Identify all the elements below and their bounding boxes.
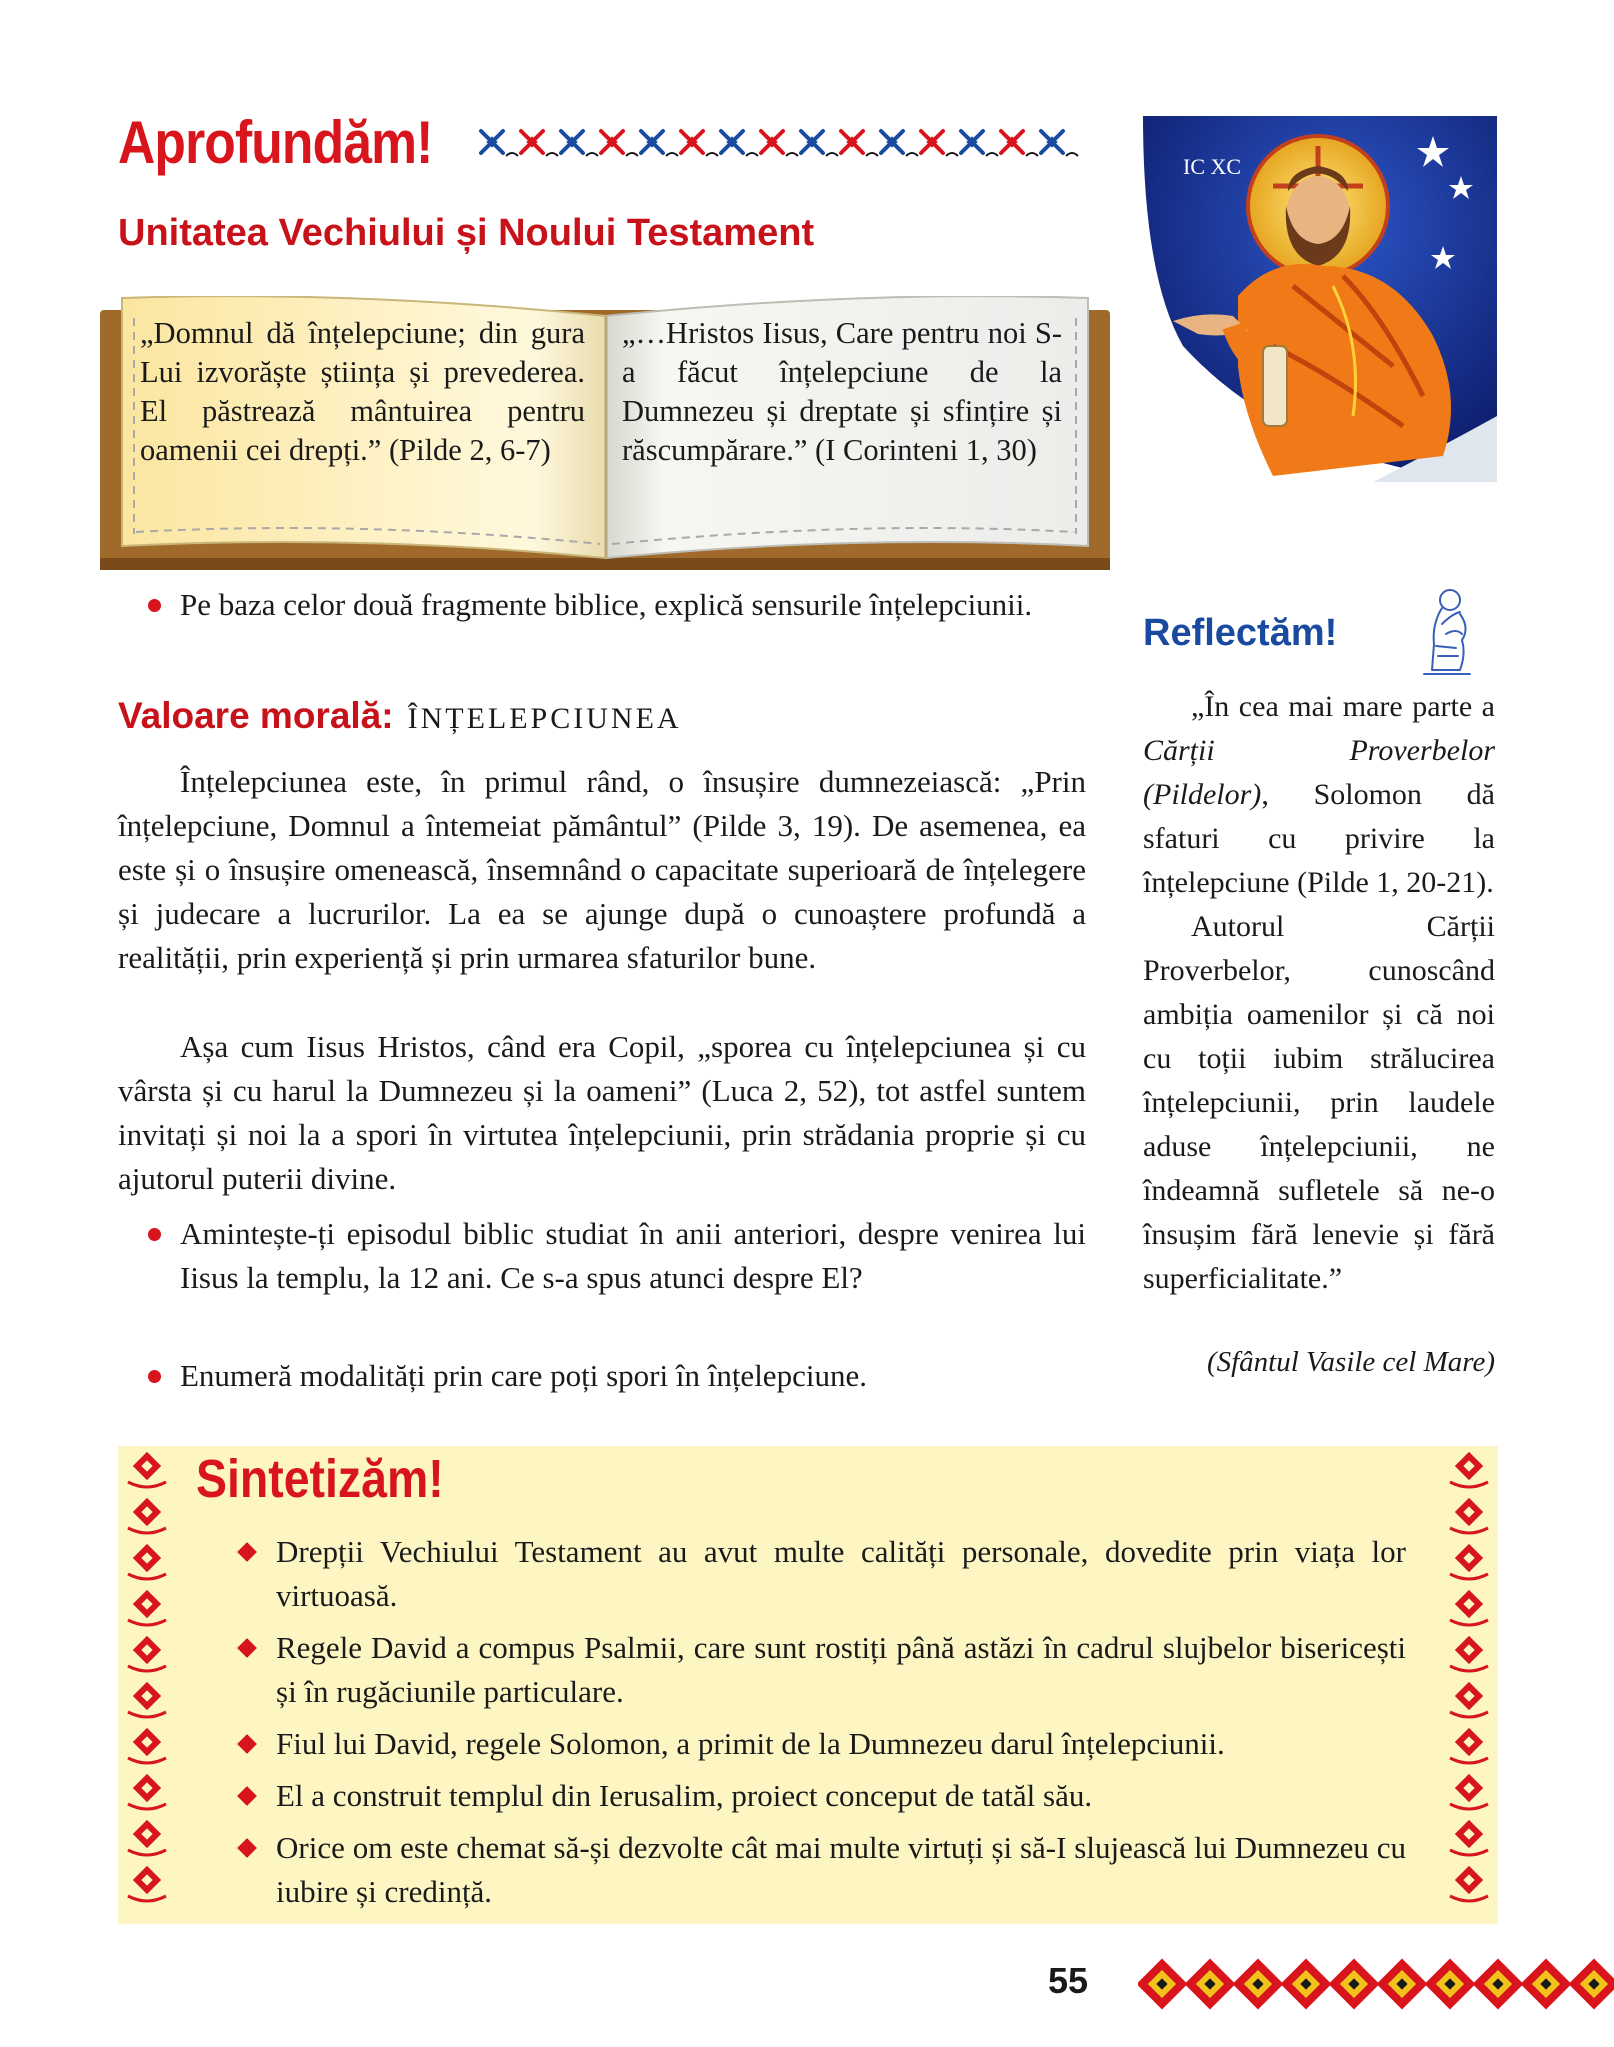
summary-item: Orice om este chemat să-și dezvolte cât mai multe virtuți și să-I slujească lui Dumnezeu cu iubire și credință. bbox=[276, 1826, 1406, 1914]
moral-value-label: Valoare morală: bbox=[118, 695, 394, 736]
quote-proverbs: „Domnul dă înțelepciune; din gura Lui izvorăște știința și prevederea. El păstrează mântuirea pentru oamenii cei drepți.” (Pilde 2, 6-7) bbox=[140, 316, 585, 467]
paragraph-jesus-wisdom: Așa cum Iisus Hristos, când era Copil, „sporea cu înțelepciunea și cu vârsta și cu harul la Dumnezeu și la oameni” (Luca 2, 52), tot astfel suntem invitați și noi la a spori în virtutea înțelepciunii, prin strădania proprie și cu ajutorul puterii divine. bbox=[118, 1029, 1086, 1196]
moral-value-name: ÎNȚELEPCIUNEA bbox=[407, 702, 682, 735]
moral-value-heading bbox=[118, 695, 682, 737]
folk-ornament-strip bbox=[472, 122, 1082, 162]
summary-item: Drepții Vechiului Testament au avut multe calități personale, dovedite prin viața lor virtuoasă. bbox=[276, 1530, 1406, 1618]
task-remember-episode: Amintește-ți episodul biblic studiat în anii anteriori, despre venirea lui Iisus la templu, la 12 ani. Ce s-a spus atunci despre El? bbox=[180, 1212, 1086, 1300]
reflect-title: Reflectăm! bbox=[1143, 612, 1338, 654]
footer-folk-ornament bbox=[1138, 1952, 1614, 2016]
page-number: 55 bbox=[1048, 1960, 1089, 2001]
icon-monogram: IC XC bbox=[1183, 154, 1242, 179]
thinker-icon bbox=[1412, 584, 1482, 676]
summary-title: Sintetizăm! bbox=[196, 1449, 444, 1509]
summary-list bbox=[276, 1530, 1406, 1922]
reflect-source: (Sfântul Vasile cel Mare) bbox=[1206, 1346, 1495, 1378]
reflect-quote bbox=[1143, 685, 1495, 1301]
bullet-dot bbox=[148, 1228, 161, 1241]
book-title-proverbs: Cărții Proverbelor (Pildelor) bbox=[1143, 734, 1495, 811]
task-explain-wisdom: Pe baza celor două fragmente biblice, explică sensurile înțelepciunii. bbox=[180, 583, 1086, 627]
folk-border-right bbox=[1440, 1446, 1498, 1924]
section-subtitle: Unitatea Vechiului și Noului Testament bbox=[118, 212, 815, 254]
summary-item: Regele David a compus Psalmii, care sunt rostiți până astăzi în cadrul slujbelor bisericești și în rugăciunile particulare. bbox=[276, 1626, 1406, 1714]
summary-item: Fiul lui David, regele Solomon, a primit de la Dumnezeu darul înțelepciunii. bbox=[276, 1722, 1406, 1766]
reflect-paragraph-1: „În cea mai mare parte a Cărții Proverbelor (Pildelor), Solomon dă sfaturi cu privire la înțelepciune (Pilde 1, 20-21). bbox=[1143, 690, 1495, 899]
bullet-dot bbox=[148, 1370, 161, 1383]
page-title: Aprofundăm! bbox=[118, 109, 433, 176]
bullet-dot bbox=[148, 599, 161, 612]
folk-border-left bbox=[118, 1446, 176, 1924]
paragraph-wisdom-definition: Înțelepciunea este, în primul rând, o însușire dumnezeiască: „Prin înțelepciune, Domnul a întemeiat pământul” (Pilde 3, 19). De asemenea, ea este și o însușire omenească, însemnând o capacitate superioară de înțelegere și judecare a lucrurilor. La ea se ajunge după o cunoaștere profundă a realității, prin experiență și prin urmarea sfaturilor bune. bbox=[118, 764, 1086, 975]
quote-corinthians: „…Hristos Iisus, Care pentru noi S-a făcut înțelepciune de la Dumnezeu și dreptate și sfințire și răscumpărare.” (I Corinteni 1, 30) bbox=[622, 316, 1062, 467]
reflect-paragraph-2: Autorul Cărții Proverbelor, cunoscând ambiția oamenilor și că noi cu toții iubim strălucirea înțelepciunii, prin laudele aduse înțelepciunii, ne îndeamnă sufletele să ne-o însușim fără lenevie și fără superficialitate.” bbox=[1143, 910, 1495, 1295]
task-list-ways: Enumeră modalități prin care poți spori în înțelepciune. bbox=[180, 1354, 1086, 1398]
summary-item: El a construit templul din Ierusalim, proiect conceput de tatăl său. bbox=[276, 1774, 1406, 1818]
christ-icon-image bbox=[1143, 116, 1497, 482]
